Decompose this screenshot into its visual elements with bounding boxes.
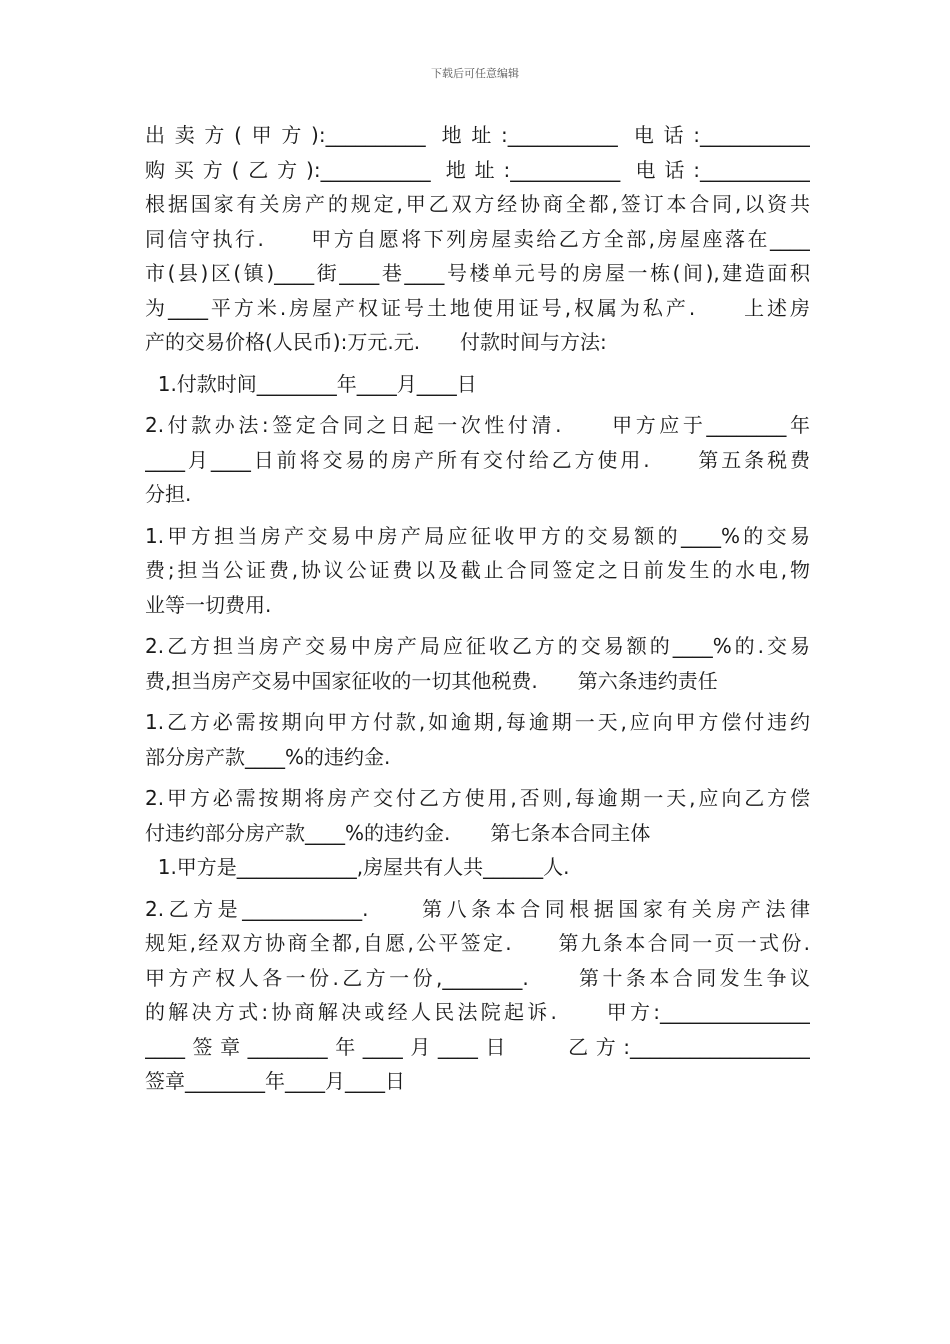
text-line: 2.乙方担当房产交易中房产局应征收乙方的交易额的____%的.交易 xyxy=(145,634,810,658)
text-line: 2.付款办法:签定合同之日起一次性付清. 甲方应于________年 xyxy=(145,413,810,437)
text-line: 购买方(乙方):___________ 地址:___________ 电话:___________ xyxy=(145,157,810,182)
text-line: 出卖方(甲方):__________ 地址:___________ 电话:___________ xyxy=(145,123,810,147)
text-line: 部分房产款____%的违约金. xyxy=(145,744,391,769)
text-line: 1.付款时间________年____月____日 xyxy=(145,371,477,396)
text-line: 费;担当公证费,协议公证费以及截止合同签定之日前发生的水电,物 xyxy=(145,558,810,582)
text-line: 甲方产权人各一份.乙方一份,________. 第十条本合同发生争议 xyxy=(145,965,810,990)
text-line: 1.乙方必需按期向甲方付款,如逾期,每逾期一天,应向甲方偿付违约 xyxy=(145,710,810,734)
text-line: 规矩,经双方协商全都,自愿,公平签定. 第九条本合同一页一式份. xyxy=(145,931,810,955)
text-line: 的解决方式:协商解决或经人民法院起诉. 甲方:_______________ xyxy=(145,1000,810,1024)
text-line: ____签章________年____月____日 乙方:__________________ xyxy=(145,1034,810,1059)
text-line: 付违约部分房产款____%的违约金. 第七条本合同主体 xyxy=(145,820,651,845)
text-line: 2.乙方是____________. 第八条本合同根据国家有关房产法律 xyxy=(145,896,810,921)
text-line: 1.甲方担当房产交易中房产局应征收甲方的交易额的____%的交易 xyxy=(145,523,810,548)
text-line: 产的交易价格(人民币):万元.元. 付款时间与方法: xyxy=(145,330,607,354)
text-line: 市(县)区(镇)____街____巷____号楼单元号的房屋一栋(间),建造面积 xyxy=(145,261,810,285)
contract-body xyxy=(145,118,810,1099)
text-line: 费,担当房产交易中国家征收的一切其他税费. 第六条违约责任 xyxy=(145,668,718,693)
page-header: 下载后可任意编辑 xyxy=(431,67,519,80)
text-line: 1.甲方是____________,房屋共有人共______人. xyxy=(145,855,570,879)
text-line: 分担. xyxy=(145,482,192,506)
text-line: 同信守执行. 甲方自愿将下列房屋卖给乙方全部,房屋座落在____ xyxy=(145,226,810,251)
text-line: 根据国家有关房产的规定,甲乙双方经协商全都,签订本合同,以资共 xyxy=(145,192,810,216)
text-line: 2.甲方必需按期将房产交付乙方使用,否则,每逾期一天,应向乙方偿 xyxy=(145,786,810,810)
text-line: 为____平方米.房屋产权证号土地使用证号,权属为私产. 上述房 xyxy=(145,295,810,320)
text-line: 业等一切费用. xyxy=(145,592,272,617)
text-line: 签章________年____月____日 xyxy=(145,1069,405,1093)
text-line: ____月____日前将交易的房产所有交付给乙方使用. 第五条税费 xyxy=(145,447,810,472)
